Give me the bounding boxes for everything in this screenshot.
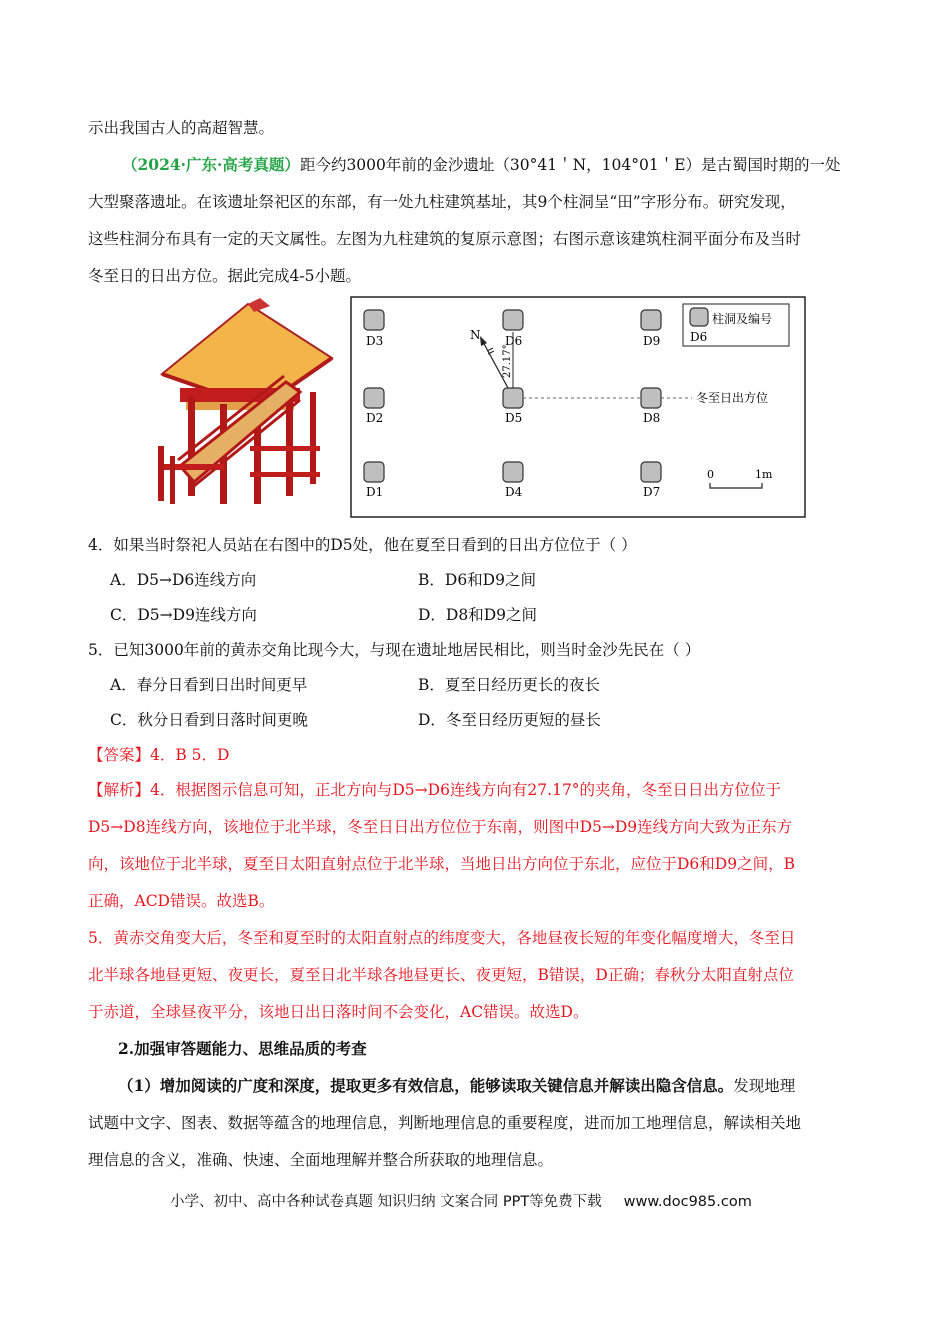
label-d9: D9 bbox=[643, 334, 661, 348]
q4-option-d: D．D8和D9之间 bbox=[418, 606, 538, 624]
paragraph-bold-lead: （1）增加阅读的广度和深度，提取更多有效信息，能够读取关键信息并解读出隐含信息。 bbox=[118, 1076, 734, 1095]
paragraph-lead-rest: 发现地理 bbox=[733, 1077, 796, 1095]
pillar-hole-d8 bbox=[641, 388, 661, 408]
scale-one: 1m bbox=[755, 468, 773, 481]
north-label: N bbox=[470, 328, 481, 342]
q5-stem: 5．已知3000年前的黄赤交角比现今大，与现在遗址地居民相比，则当时金沙先民在（ ） bbox=[88, 641, 701, 659]
pillar-hole-d6 bbox=[503, 310, 523, 330]
scale-zero: 0 bbox=[707, 468, 714, 481]
q4-stem: 4．如果当时祭祀人员站在右图中的D5处，他在夏至日看到的日出方位位于（ ） bbox=[88, 536, 637, 554]
pillar-hole-d3 bbox=[364, 310, 384, 330]
footer-text: 小学、初中、高中各种试卷真题 知识归纳 文案合同 PPT等免费下载 bbox=[170, 1194, 602, 1210]
label-d5: D5 bbox=[505, 411, 523, 425]
q4-option-c: C．D5→D9连线方向 bbox=[110, 606, 257, 624]
legend-example: D6 bbox=[690, 330, 708, 344]
analysis-4-line-1: 【解析】4．根据图示信息可知，正北方向与D5→D6连线方向有27.17°的夹角，冬至日日出方位位于 bbox=[88, 781, 782, 799]
question-stem-line-4: 冬至日的日出方位。据此完成4-5小题。 bbox=[88, 267, 361, 285]
q4-option-a: A．D5→D6连线方向 bbox=[110, 571, 257, 589]
analysis-4-line-3: 向，该地位于北半球，夏至日太阳直射点位于北半球，当地日出方向位于东北，应位于D6和D9之间，B bbox=[88, 855, 795, 873]
question-source: （2024·广东·高考真题） bbox=[122, 155, 300, 174]
label-d7: D7 bbox=[643, 485, 661, 499]
label-d8: D8 bbox=[643, 411, 661, 425]
pillar-hole-d9 bbox=[641, 310, 661, 330]
section-heading: 2.加强审答题能力、思维品质的考查 bbox=[118, 1039, 367, 1058]
intro-tail: 示出我国古人的高超智慧。 bbox=[88, 119, 275, 137]
label-d3: D3 bbox=[366, 334, 384, 348]
paragraph-line-3: 理信息的含义，准确、快速、全面地理解并整合所获取的地理信息。 bbox=[88, 1151, 554, 1169]
analysis-5-line-1: 5．黄赤交角变大后，冬至和夏至时的太阳直射点的纬度变大，各地昼夜长短的年变化幅度增大，冬至日 bbox=[88, 929, 796, 947]
stem-text-1: 距今约3000年前的金沙遗址（30°41＇N，104°01＇E）是古蜀国时期的一处 bbox=[299, 156, 841, 174]
analysis-5-line-3: 于赤道，全球昼夜平分，该地日出日落时间不会变化，AC错误。故选D。 bbox=[88, 1003, 589, 1021]
paragraph-line-2: 试题中文字、图表、数据等蕴含的地理信息，判断地理信息的重要程度，进而加工地理信息，解读相关地 bbox=[88, 1114, 802, 1132]
legend-hole-icon bbox=[690, 308, 708, 326]
pillar-hole-d5 bbox=[503, 388, 523, 408]
q5-option-b: B．夏至日经历更长的夜长 bbox=[418, 676, 600, 694]
q5-option-a: A．春分日看到日出时间更早 bbox=[110, 676, 308, 694]
analysis-5-line-2: 北半球各地昼更短、夜更长，夏至日北半球各地昼更长、夜更短，B错误，D正确；春秋分太阳直射点位 bbox=[88, 966, 794, 984]
angle-label: 27.17° bbox=[502, 344, 513, 378]
paragraph-line-1 bbox=[118, 1076, 795, 1096]
label-d1: D1 bbox=[366, 485, 384, 499]
q5-option-d: D．冬至日经历更短的昼长 bbox=[418, 711, 601, 729]
label-d4: D4 bbox=[505, 485, 523, 499]
q5-option-c: C．秋分日看到日落时间更晚 bbox=[110, 711, 308, 729]
pillar-hole-d2 bbox=[364, 388, 384, 408]
sunrise-label: 冬至日出方位 bbox=[696, 391, 769, 405]
q4-option-b: B．D6和D9之间 bbox=[418, 571, 536, 589]
question-stem-line-3: 这些柱洞分布具有一定的天文属性。左图为九柱建筑的复原示意图；右图示意该建筑柱洞平面分布及当时 bbox=[88, 230, 802, 248]
legend-label: 柱洞及编号 bbox=[712, 312, 773, 326]
pillar-hole-d1 bbox=[364, 462, 384, 482]
nine-pillar-building-illustration bbox=[150, 296, 345, 508]
question-stem-line-2: 大型聚落遗址。在该遗址祭祀区的东部，有一处九柱建筑基址，其9个柱洞呈“田”字形分布。研究发现， bbox=[88, 193, 796, 211]
analysis-4-line-2: D5→D8连线方向，该地位于北半球，冬至日日出方位位于东南，则图中D5→D9连线方向大致为正东方 bbox=[88, 818, 793, 836]
label-d2: D2 bbox=[366, 411, 384, 425]
pillar-hole-d7 bbox=[641, 462, 661, 482]
label-d6: D6 bbox=[505, 334, 523, 348]
pillar-hole-plan-figure bbox=[350, 296, 806, 518]
analysis-4-line-4: 正确，ACD错误。故选B。 bbox=[88, 892, 275, 910]
question-stem-line-1 bbox=[122, 155, 841, 175]
answer: 【答案】4．B 5．D bbox=[88, 746, 230, 764]
page-footer bbox=[170, 1190, 752, 1211]
footer-url[interactable]: www.doc985.com bbox=[623, 1194, 752, 1210]
pillar-hole-d4 bbox=[503, 462, 523, 482]
